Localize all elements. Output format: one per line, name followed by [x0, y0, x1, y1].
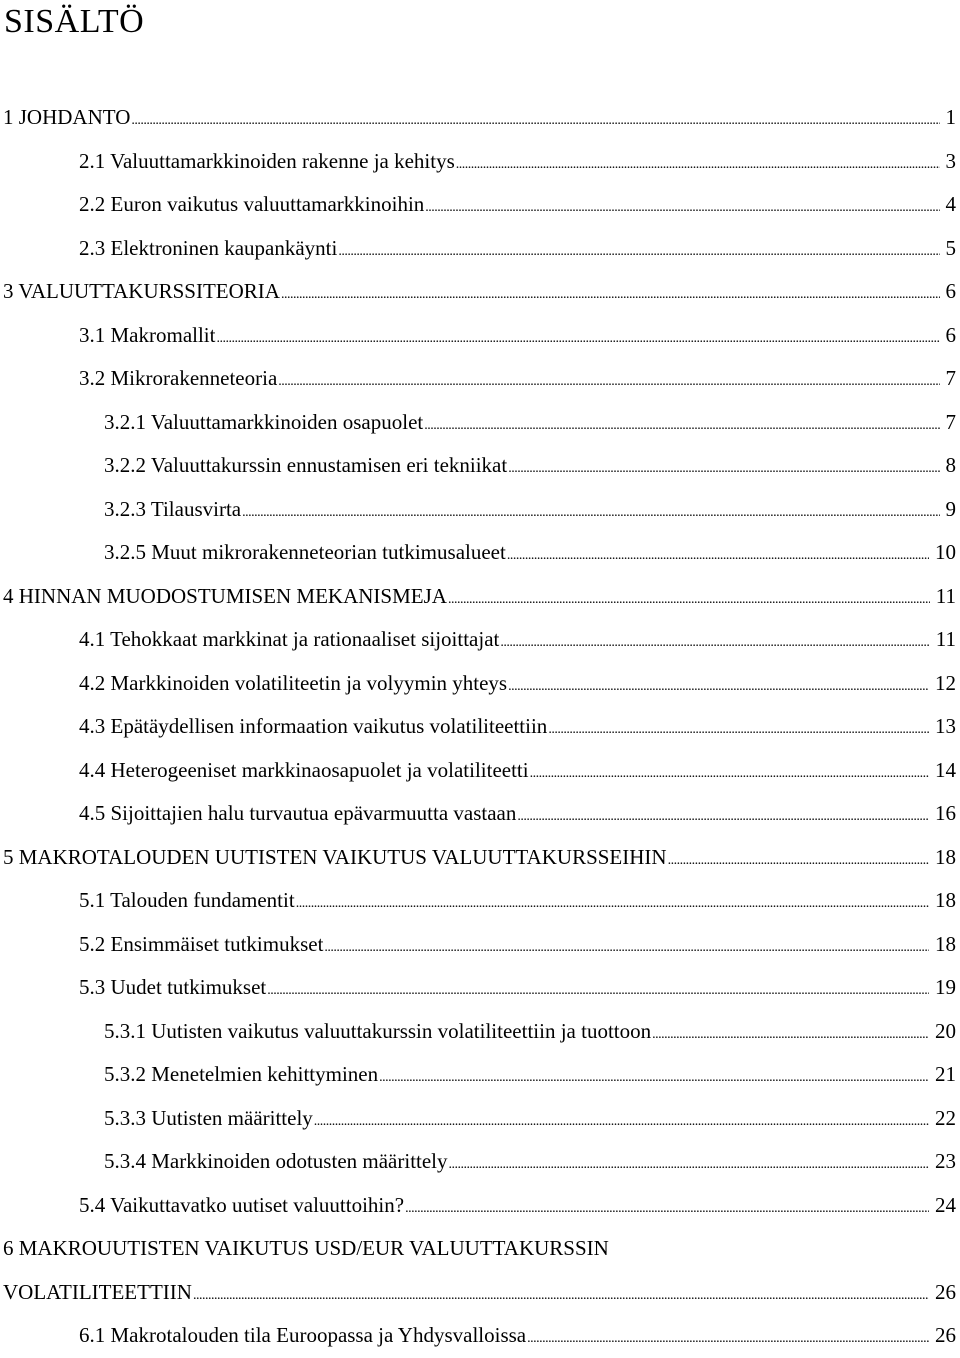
- toc-entry-label: 1 JOHDANTO: [3, 105, 131, 129]
- toc-entry-label: 5.3.4 Markkinoiden odotusten määrittely: [104, 1149, 448, 1173]
- toc-entry[interactable]: [0, 401, 960, 445]
- toc-page-number: 23: [935, 1149, 956, 1173]
- dot-leader: [424, 413, 939, 439]
- toc-entry-label: 5.3 Uudet tutkimukset: [79, 975, 267, 999]
- toc-entry[interactable]: [0, 314, 960, 358]
- toc-entry-label: 5 MAKROTALOUDEN UUTISTEN VAIKUTUS VALUUTTAKURSSEIHIN: [3, 844, 667, 869]
- toc-entry-label: 3.2 Mikrorakenneteoria: [79, 366, 278, 390]
- toc-page-number: 18: [935, 888, 956, 912]
- dot-leader: [379, 1065, 929, 1091]
- dot-leader: [216, 326, 939, 352]
- toc-entry[interactable]: [0, 270, 960, 314]
- toc-page-number: 22: [935, 1105, 956, 1130]
- toc-entry[interactable]: [0, 488, 960, 532]
- toc-page-number: 8: [945, 453, 956, 477]
- toc-page-number: 24: [935, 1192, 956, 1217]
- toc-entry[interactable]: [0, 227, 960, 271]
- toc-entry-label: 5.3.3 Uutisten määrittely: [104, 1105, 313, 1130]
- toc-entry[interactable]: [0, 923, 960, 967]
- toc-entry-label: 5.1 Talouden fundamentit: [79, 888, 295, 912]
- dot-leader: [507, 543, 929, 569]
- dot-leader: [448, 587, 930, 613]
- toc-entry[interactable]: [0, 1140, 960, 1184]
- dot-leader: [324, 935, 929, 961]
- toc-entry-label: 3.2.3 Tilausvirta: [104, 496, 242, 521]
- dot-leader: [500, 630, 929, 656]
- toc-entry-label: 4 HINNAN MUODOSTUMISEN MEKANISMEJA: [3, 583, 447, 608]
- toc-page-number: 16: [935, 801, 956, 825]
- toc-entry-label: 4.1 Tehokkaat markkinat ja rationaaliset sijoittajat: [79, 627, 500, 651]
- dot-leader: [425, 195, 939, 221]
- toc-entry[interactable]: [0, 575, 960, 619]
- toc-entry[interactable]: [0, 531, 960, 575]
- dot-leader: [131, 108, 939, 134]
- toc-page-number: 5: [945, 235, 956, 260]
- toc-page-number: 18: [935, 931, 956, 956]
- toc-page-number: 19: [935, 975, 956, 999]
- toc-entry-label: 5.4 Vaikuttavatko uutiset valuuttoihin?: [79, 1192, 405, 1217]
- toc-entry-label: 3.2.2 Valuuttakurssin ennustamisen eri tekniikat: [104, 453, 508, 477]
- dot-leader: [517, 804, 929, 830]
- toc-entry-label: 4.3 Epätäydellisen informaation vaikutus volatiliteettiin: [79, 714, 548, 738]
- dot-leader: [338, 239, 939, 265]
- dot-leader: [278, 369, 939, 395]
- toc-page-number: 9: [945, 496, 956, 521]
- toc-page-number: 4: [945, 192, 956, 216]
- toc-entry[interactable]: [0, 618, 960, 662]
- toc-page-number: 10: [935, 540, 956, 564]
- toc-entry-label: 5.2 Ensimmäiset tutkimukset: [79, 931, 324, 956]
- toc-entry-label: 2.1 Valuuttamarkkinoiden rakenne ja kehitys: [79, 148, 455, 173]
- toc-entry[interactable]: [0, 1097, 960, 1141]
- dot-leader: [652, 1022, 929, 1048]
- toc-entry-label: 4.2 Markkinoiden volatiliteetin ja volyymin yhteys: [79, 670, 508, 695]
- toc-entry-label: 3.2.1 Valuuttamarkkinoiden osapuolet: [104, 409, 424, 434]
- toc-page-number: 26: [935, 1279, 956, 1304]
- toc-entry-label: 5.3.1 Uutisten vaikutus valuuttakurssin volatiliteettiin ja tuottoon: [104, 1018, 652, 1043]
- toc-entry-label: 3.1 Makromallit: [79, 322, 216, 347]
- toc-entry-label: 2.2 Euron vaikutus valuuttamarkkinoihin: [79, 192, 425, 216]
- dot-leader: [405, 1196, 929, 1222]
- dot-leader: [314, 1109, 929, 1135]
- toc-entry[interactable]: [0, 140, 960, 184]
- toc-entry[interactable]: [0, 836, 960, 880]
- toc-entry[interactable]: [0, 879, 960, 923]
- toc-page-number: 13: [935, 714, 956, 738]
- toc-entry[interactable]: [0, 1010, 960, 1054]
- dot-leader: [449, 1152, 929, 1178]
- dot-leader: [456, 152, 940, 178]
- toc-entry-label: 3 VALUUTTAKURSSITEORIA: [3, 279, 280, 303]
- toc-page-number: 21: [935, 1062, 956, 1086]
- toc-entry[interactable]: [0, 183, 960, 227]
- toc-entry-label: 6.1 Makrotalouden tila Euroopassa ja Yhdysvalloissa: [79, 1323, 527, 1347]
- toc-entry[interactable]: [0, 1053, 960, 1097]
- table-of-contents: [0, 96, 960, 1358]
- toc-entry-label: 4.4 Heterogeeniset markkinaosapuolet ja volatiliteetti: [79, 757, 529, 782]
- toc-page-number: 18: [935, 844, 956, 869]
- dot-leader: [527, 1326, 929, 1352]
- dot-leader: [193, 1283, 929, 1309]
- toc-entry[interactable]: [0, 662, 960, 706]
- dot-leader: [296, 891, 929, 917]
- page-title: SISÄLTÖ: [4, 3, 145, 40]
- toc-page-number: 11: [935, 583, 956, 608]
- dot-leader: [267, 978, 929, 1004]
- toc-entry-label: 6 MAKROUUTISTEN VAIKUTUS USD/EUR VALUUTTAKURSSIN: [3, 1236, 609, 1260]
- toc-page-number: 6: [945, 322, 956, 347]
- dot-leader: [508, 456, 939, 482]
- toc-entry[interactable]: [0, 357, 960, 401]
- toc-page-number: 14: [935, 757, 956, 782]
- dot-leader: [548, 717, 929, 743]
- toc-page-number: 7: [945, 366, 956, 390]
- toc-page-number: 20: [935, 1018, 956, 1043]
- toc-entry-wrapped-line-2[interactable]: [0, 1271, 960, 1315]
- toc-entry[interactable]: [0, 749, 960, 793]
- toc-entry-label: 3.2.5 Muut mikrorakenneteorian tutkimusalueet: [104, 540, 506, 564]
- toc-entry-label-continued: VOLATILITEETTIIN: [3, 1279, 192, 1304]
- dot-leader: [530, 761, 929, 787]
- toc-page-number: 12: [935, 670, 956, 695]
- toc-entry[interactable]: [0, 966, 960, 1010]
- toc-entry[interactable]: [0, 792, 960, 836]
- dot-leader: [668, 848, 929, 874]
- toc-page-number: 1: [945, 105, 956, 129]
- toc-entry[interactable]: [0, 1314, 960, 1358]
- toc-entry-label: 2.3 Elektroninen kaupankäynti: [79, 235, 338, 260]
- toc-page-number: 6: [945, 279, 956, 303]
- toc-page-number: 26: [935, 1323, 956, 1347]
- toc-entry[interactable]: [0, 96, 960, 140]
- toc-page-number: 11: [935, 627, 956, 651]
- toc-entry-wrapped-line-1[interactable]: [0, 1227, 960, 1271]
- toc-page-number: 3: [945, 148, 956, 173]
- dot-leader: [508, 674, 929, 700]
- toc-entry[interactable]: [0, 705, 960, 749]
- toc-entry-label: 4.5 Sijoittajien halu turvautua epävarmuutta vastaan: [79, 801, 517, 825]
- toc-entry-label: 5.3.2 Menetelmien kehittyminen: [104, 1062, 379, 1086]
- dot-leader: [242, 500, 939, 526]
- toc-page-number: 7: [945, 409, 956, 434]
- toc-entry[interactable]: [0, 444, 960, 488]
- toc-entry[interactable]: [0, 1184, 960, 1228]
- dot-leader: [281, 282, 940, 308]
